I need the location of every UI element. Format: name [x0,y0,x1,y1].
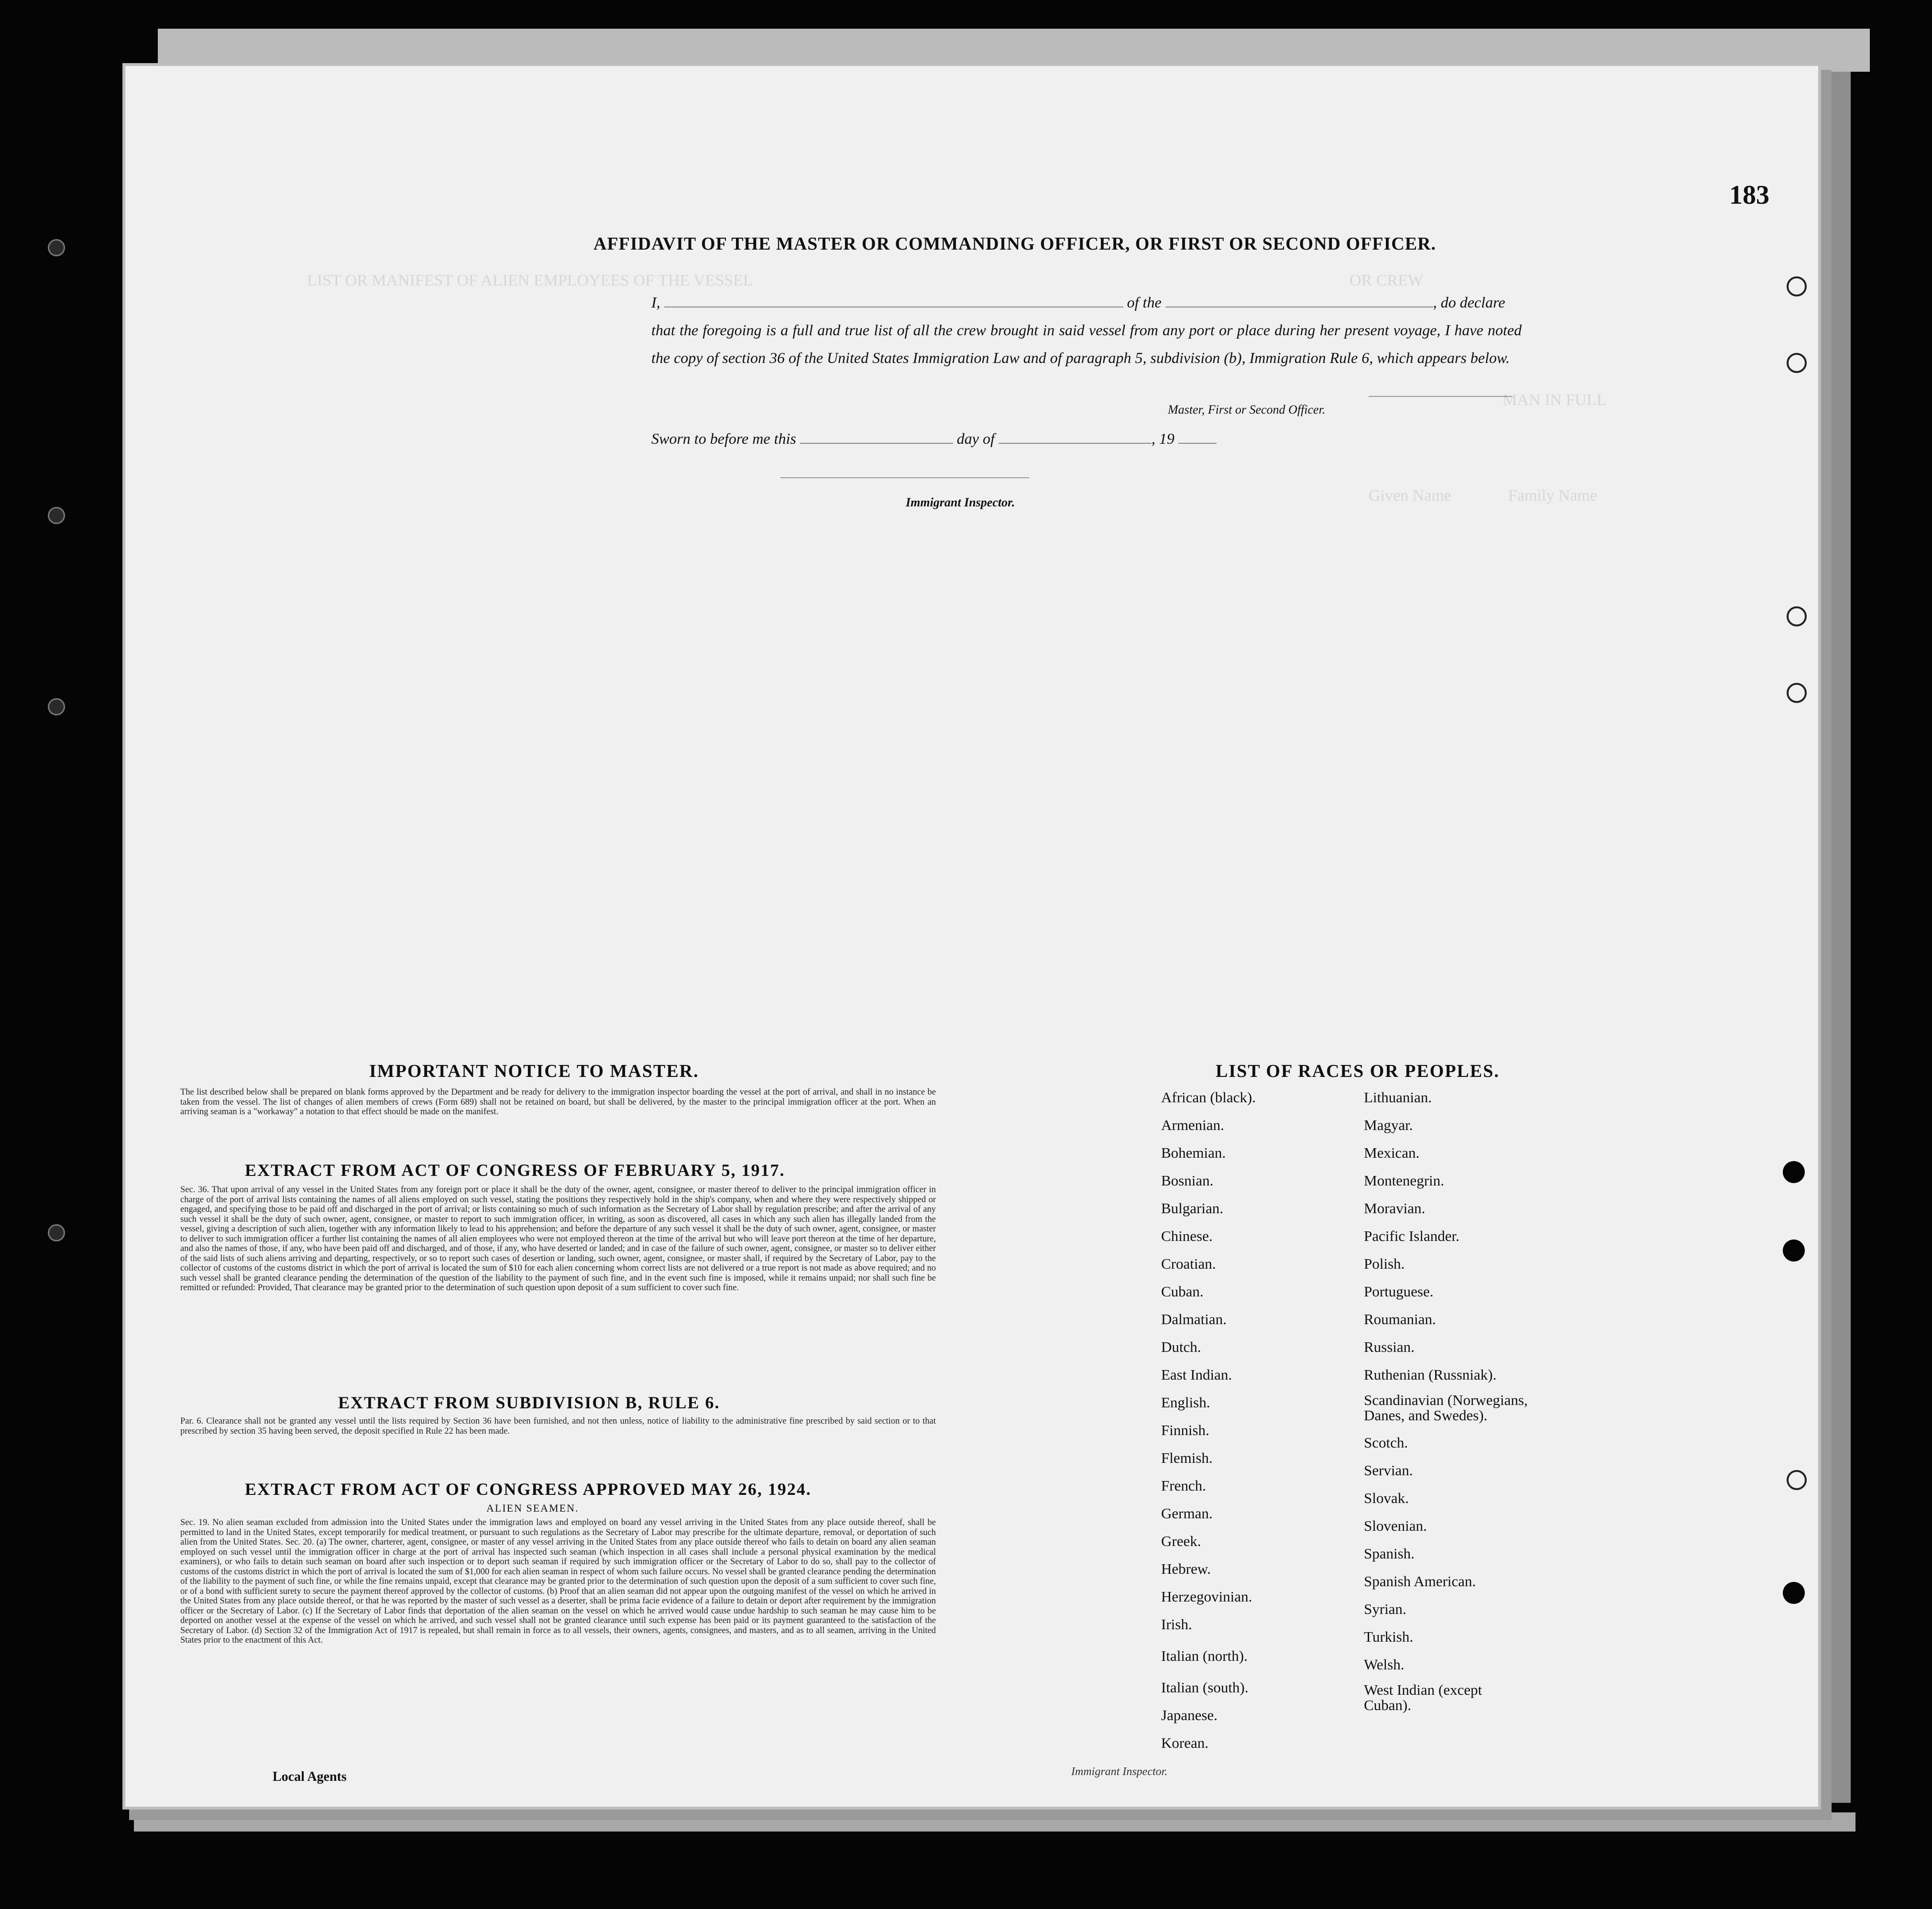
affidavit-declaration-line [651,288,1522,316]
race-item: Moravian. [1364,1200,1426,1217]
race-item: Finnish. [1161,1422,1209,1438]
binding-hole [48,507,65,524]
race-item: Ruthenian (Russniak). [1364,1366,1497,1383]
race-item: Welsh. [1364,1656,1405,1673]
race-item: Korean. [1161,1734,1208,1751]
affidavit-body [651,288,1522,372]
local-agents-label: Local Agents [273,1769,347,1784]
race-item: Bosnian. [1161,1172,1214,1189]
race-item: Mexican. [1364,1144,1420,1161]
extract-rule6-text: Par. 6. Clearance shall not be granted any vessel until the lists required by Section 36 have been furnished, and not then unless, notice of liability to the administrative fine prescribed by said section or to that prescribed by section 35 having been served, the deposit specified in Rule 22 has been made. [180,1416,936,1436]
binding-hole [48,239,65,256]
races-column-2 [1364,1036,1565,1713]
extract-1924-text: Sec. 19. No alien seaman excluded from admission into the United States under the immigration laws and employed on board any vessel arriving in the United States from any place outside thereof, shall be permitted to land in the United States, except temporarily for medical treatment, or pursuant to such regulations as the Secretary of Labor may prescribe for the ultimate departure, removal, or deportation of such alien from the United States. Sec. 20. (a) The owner, charterer, agent, consignee, or master of any vessel arriving in the United States from any place outside thereof who fails to detain on board any alien seaman employed on such vessel until the immigration officer in charge at the port of arrival has inspected such seaman (which inspection in all cases shall include a personal physical examination by the medical examiners), or who fails to detain such seaman on board after such inspection or to deport such seaman if required by such immigration officer or the Secretary of Labor to do so, shall pay to the collector of customs of the customs district in which the port of arrival is located the sum of $1,000 for each alien seaman in respect of whom such failure occurs. No vessel shall be granted clearance pending the determination of the liability to the payment of such fine, or while the fine remains unpaid, except that clearance may be granted prior to the determination of such question upon the deposit of a sum sufficient to cover such fine, or of a bond with sufficient surety to secure the payment thereof approved by the collector of customs. (b) Proof that an alien seaman did not appear upon the outgoing manifest of the vessel on which he arrived in the United States from any place outside thereof, or that he was reported by the master of such vessel as a deserter, shall be prima facie evidence of a failure to detain or deport after requirement by the immigration officer or the Secretary of Labor. (c) If the Secretary of Labor finds that deportation of the alien seaman on the vessel on which he arrived would cause undue hardship to such seaman he may cause him to be deported on another vessel at the expense of the vessel on which he arrived, and such vessel shall not be granted clearance until such expense has been paid or its payment guaranteed to the satisfaction of the Secretary of Labor. (d) Section 32 of the Immigration Act of 1917 is repealed, but shall remain in force as to all vessels, their owners, agents, consignees, and masters, and as to all seamen, arriving in the United States prior to the enactment of this Act. [180,1518,936,1645]
back-page-edge-right [1822,72,1851,1803]
race-item: Dalmatian. [1161,1311,1227,1328]
sworn-line [651,429,1217,448]
race-item: Spanish. [1364,1545,1415,1562]
punch-hole [1787,353,1807,373]
vessel-label: of the [1127,294,1162,311]
race-item: Slovak. [1364,1490,1409,1506]
race-item: Hebrew. [1161,1560,1211,1577]
race-item: Greek. [1161,1533,1201,1549]
race-item: Magyar. [1364,1117,1413,1133]
extract-1917-title: EXTRACT FROM ACT OF CONGRESS OF FEBRUARY 5, 1917. [245,1161,785,1180]
race-item: Scandinavian (Norwegians, Danes, and Swedes). [1364,1392,1528,1424]
bleed-through: Given Name Family Name [1369,487,1597,505]
bleed-through: MAN IN FULL [1503,391,1607,409]
inspector-caption: Immigrant Inspector. [906,495,1015,509]
race-item: German. [1161,1505,1213,1522]
race-item: Russian. [1364,1338,1415,1355]
race-item: Lithuanian. [1364,1089,1432,1106]
footer-inspector-label: Immigrant Inspector. [1071,1766,1168,1778]
declarant-name-field[interactable] [664,293,1123,307]
race-item: Croatian. [1161,1255,1216,1272]
race-item: Servian. [1364,1462,1413,1479]
race-item: Dutch. [1161,1338,1201,1355]
extract-rule6-title: EXTRACT FROM SUBDIVISION B, RULE 6. [338,1393,720,1412]
race-item: Pacific Islander. [1364,1228,1460,1244]
race-item: Cuban. [1161,1283,1204,1300]
race-item: Montenegrin. [1364,1172,1444,1189]
page-number: 183 [1729,180,1769,210]
races-title: LIST OF RACES OR PEOPLES. [1216,1061,1500,1081]
race-item: West Indian (except Cuban). [1364,1681,1482,1713]
race-item: Scotch. [1364,1434,1408,1451]
race-item: Portuguese. [1364,1283,1434,1300]
races-column-1 [1161,1036,1343,1757]
extract-1917-text: Sec. 36. That upon arrival of any vessel in the United States from any foreign port or place it shall be the duty of the owner, agent, consignee, or master thereof to deliver to the principal immigration officer in charge of the port of arrival lists containing the names of all aliens employed on such vessel, stating the positions they respectively hold in the ship's company, when and where they were respectively shipped or engaged, and specifying those to be paid off and discharged in the port of arrival; or lists containing so much of such information as the Secretary of Labor shall by regulation prescribe; and after the arrival of any such vessel it shall be the duty of such owner, agent, consignee, or master to report to such immigration officer, in writing, as soon as discovered, all cases in which any such alien has illegally landed from the vessel, giving a description of such alien, together with any information likely to lead to his apprehension; and before the departure of any such vessel it shall be the duty of such owner, agent, consignee, or master to deliver to such immigration officer a further list containing the names of all alien employees who were not employed thereon at the time of the arrival but who will leave port thereon at the time of her departure, and also the names of those, if any, who have been paid off and discharged, and of those, if any, who have deserted or landed; and in case of the failure of such owner, agent, consignee, or master so to deliver either of the said lists of such aliens arriving and departing, respectively, or so to report such cases of desertion or landing, such owner, agent, consignee, or master shall, if required by the Secretary of Labor, pay to the collector of customs of the customs district in which the port of arrival is located the sum of $10 for each alien concerning whom correct lists are not delivered or a true report is not made as above required; and no such vessel shall be granted clearance pending the determination of the question of the liability to the payment of such fine, and in the event such fine is imposed, while it remains unpaid; nor shall such fine be remitted or refunded: Provided, That clearance may be granted prior to the determination of such question upon deposit of a sum sufficient to cover such fine. [180,1185,936,1293]
affidavit-text: that the foregoing is a full and true list of all the crew brought in said vessel from any port or place during her present voyage, I have noted the copy of section 36 of the United States Immigration Law and of paragraph 5, subdivision (b), Immigration Rule 6, which appears below. [651,321,1522,366]
master-signature-line[interactable] [1369,396,1512,397]
race-item: Spanish American. [1364,1573,1476,1590]
race-item: French. [1161,1477,1206,1494]
punch-hole [1783,1161,1805,1183]
back-page-edge-bottom [134,1812,1855,1832]
declare-label: , do declare [1433,294,1505,311]
alien-seamen-subtitle: ALIEN SEAMEN. [486,1502,579,1514]
race-item: East Indian. [1161,1366,1232,1383]
punch-hole [1787,1470,1807,1490]
extract-1924-title: EXTRACT FROM ACT OF CONGRESS APPROVED MAY 26, 1924. [245,1480,812,1499]
punch-hole [1787,606,1807,626]
race-item: Chinese. [1161,1228,1213,1244]
notice-title: IMPORTANT NOTICE TO MASTER. [369,1061,699,1081]
affidavit-title: AFFIDAVIT OF THE MASTER OR COMMANDING OFFICER, OR FIRST OR SECOND OFFICER. [593,234,1436,254]
race-item: Syrian. [1364,1601,1406,1617]
race-item: Armenian. [1161,1117,1224,1133]
race-item: Italian (north). [1161,1647,1248,1664]
punch-hole [1783,1240,1805,1262]
race-item: Italian (south). [1161,1679,1249,1696]
punch-hole [1783,1582,1805,1604]
master-signature-caption: Master, First or Second Officer. [1168,403,1326,417]
vessel-name-field[interactable] [1165,293,1433,307]
sworn-day-label: day of [956,430,995,447]
bleed-through: LIST OR MANIFEST OF ALIEN EMPLOYEES OF THE VESSEL [307,272,753,289]
race-item: Turkish. [1364,1628,1414,1645]
inspector-signature-line[interactable] [780,477,1029,478]
manifest-page [125,66,1818,1807]
notice-text: The list described below shall be prepared on blank forms approved by the Department and be ready for delivery to the immigration inspector boarding the vessel at the port of arrival, and shall in no instance be taken from the vessel. The list of changes of alien members of crews (Form 689) shall not be retained on board, but shall be delivered, by the master to the principal immigration officer at the port. When an arriving seaman is a "workaway" a notation to that effect should be made on the manifest. [180,1087,936,1117]
race-item: Roumanian. [1364,1311,1436,1328]
binding-hole [48,698,65,715]
race-item: Flemish. [1161,1449,1213,1466]
race-item: African (black). [1161,1089,1256,1106]
race-item: English. [1161,1394,1210,1411]
sworn-day-field[interactable] [800,429,953,444]
race-item: Japanese. [1161,1707,1218,1723]
back-page-edge-top [158,29,1870,72]
punch-hole [1787,276,1807,296]
sworn-label: Sworn to before me this [651,430,796,447]
race-item: Herzegovinian. [1161,1588,1252,1605]
punch-hole [1787,683,1807,703]
race-item: Slovenian. [1364,1517,1427,1534]
race-item: Bohemian. [1161,1144,1226,1161]
declarant-label: I, [651,294,660,311]
race-item: Bulgarian. [1161,1200,1223,1217]
bleed-through: OR CREW [1350,272,1423,289]
sworn-year-label: , 19 [1151,430,1175,447]
race-item: Polish. [1364,1255,1405,1272]
sworn-month-field[interactable] [999,429,1152,444]
race-item: Irish. [1161,1616,1192,1633]
binding-hole [48,1224,65,1241]
sworn-year-field[interactable] [1178,429,1217,444]
